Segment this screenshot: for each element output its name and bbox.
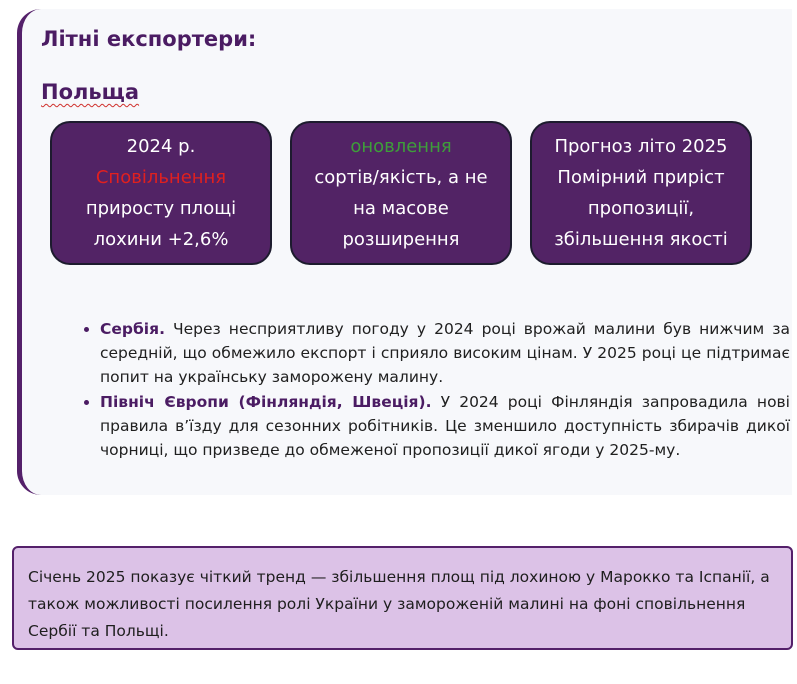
box-line: лохини +2,6% <box>93 229 229 250</box>
exporters-card <box>17 9 792 495</box>
summary-text: Січень 2025 показує чіткий тренд — збільшення площ під лохиною у Марокко та Іспанії, а також можливості посилення ролі України у замороженій малині на фоні сповільнення Сербії та Польщі. <box>28 568 770 640</box>
info-box-2024 <box>50 121 272 265</box>
info-box-forecast <box>530 121 752 265</box>
box-line: приросту площі <box>85 198 237 219</box>
bullet-lead: Сербія. <box>100 320 165 338</box>
box-line-highlight: оновлення <box>350 136 452 157</box>
box-line-highlight: Сповільнення <box>95 167 227 188</box>
box-line: 2024 р. <box>126 136 196 157</box>
bullet-lead: Північ Європи (Фінляндія, Швеція). <box>100 393 432 411</box>
card-subheading: Польща <box>41 80 140 104</box>
box-line: Помірний приріст <box>557 167 725 188</box>
box-line: пропозиції, <box>587 198 695 219</box>
box-line: сортів/якість, а не <box>314 167 488 188</box>
bullet-text: У 2024 році Фінляндія запровадила нові правила в’їзду для сезонних робітників. Це зменшило доступність збирачів дикої чорниці, що призведе до обмеженої пропозиції дикої ягоди у 2025-му. <box>100 393 790 459</box>
summary-box <box>12 546 793 650</box>
list-item-north-europe <box>100 390 790 462</box>
box-line: Прогноз літо 2025 <box>554 136 728 157</box>
box-line: розширення <box>342 229 460 250</box>
box-line: на масове <box>353 198 449 219</box>
bullet-list <box>74 317 790 463</box>
list-item-serbia <box>100 317 790 389</box>
bullet-text: Через несприятливу погоду у 2024 році врожай малини був нижчим за середній, що обмежило експорт і сприяло високим цінам. У 2025 році це підтримає попит на українську заморожену малину. <box>100 320 790 386</box>
card-heading: Літні експортери: <box>41 27 257 51</box>
box-line: збільшення якості <box>554 229 728 250</box>
info-box-renewal <box>290 121 512 265</box>
